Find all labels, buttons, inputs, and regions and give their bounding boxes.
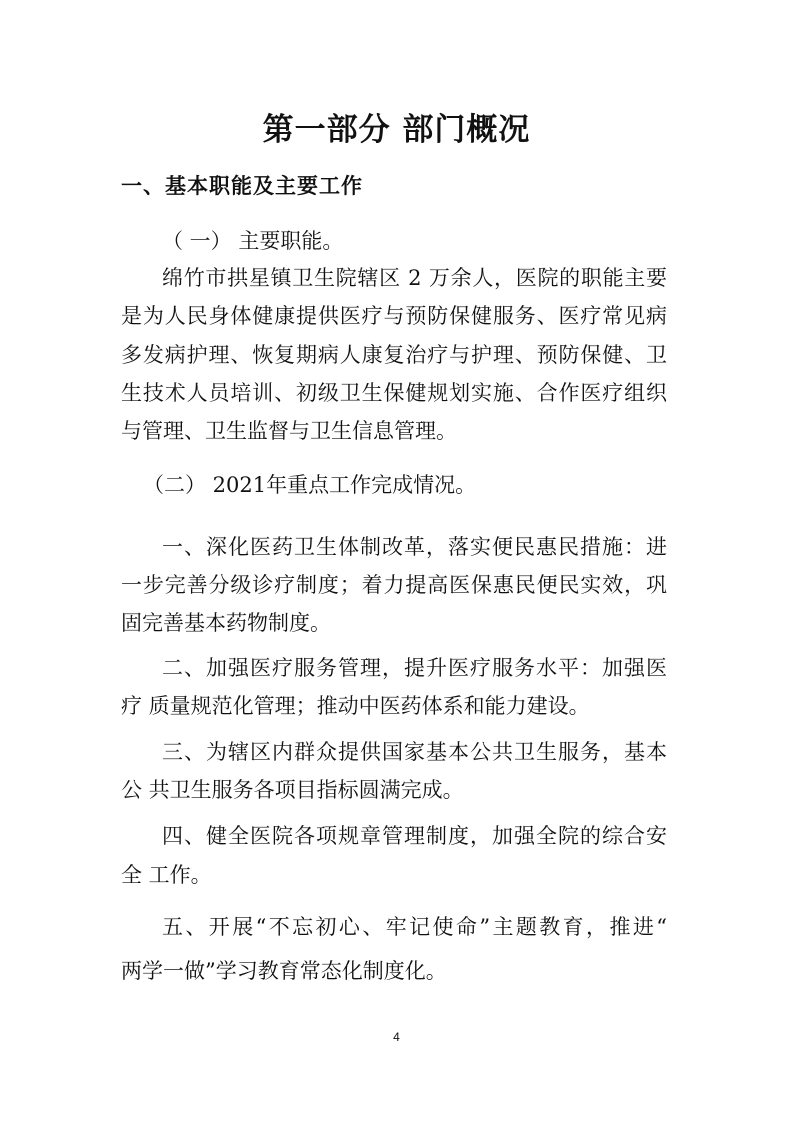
paragraph-line: 与管理、卫生监督与卫生信息管理。 (121, 419, 457, 443)
paragraph-line: 多发病护理、恢复期病人康复治疗与护理、预防保健、卫 (121, 343, 667, 367)
work-item-4-line: 四、健全医院各项规章管理制度，加强全院的综合安 (162, 824, 667, 848)
work-item-1-line: 一、深化医药卫生体制改革，落实便民惠民措施：进 (162, 535, 667, 559)
section-heading: 一、基本职能及主要工作 (121, 174, 363, 198)
subheading-main-functions: （ 一） 主要职能。 (162, 229, 344, 253)
work-item-1-line: 一步完善分级诊疗制度；着力提高医保惠民便民实效，巩 (121, 573, 667, 597)
work-item-5-line: 两学一做”学习教育常态化制度化。 (121, 959, 447, 983)
work-item-4-line: 全 工作。 (121, 863, 212, 887)
subheading-2021-work: （二） 2021年重点工作完成情况。 (143, 473, 477, 497)
paragraph-line: 生技术人员培训、初级卫生保健规划实施、合作医疗组织 (121, 381, 667, 405)
work-item-5-line: 五、开展“不忘初心、牢记使命”主题教育，推进“ (162, 915, 667, 939)
paragraph-line: 绵竹市拱星镇卫生院辖区 2 万余人，医院的职能主要 (162, 266, 667, 290)
work-item-2-line: 二、加强医疗服务管理，提升医疗服务水平：加强医 (162, 656, 667, 680)
page-title: 第一部分 部门概况 (262, 112, 531, 148)
page-number: 4 (393, 1030, 400, 1044)
work-item-1-line: 固完善基本药物制度。 (121, 611, 331, 635)
work-item-3-line: 公 共卫生服务各项目指标圆满完成。 (121, 778, 464, 802)
work-item-2-line: 疗 质量规范化管理；推动中医药体系和能力建设。 (121, 694, 590, 718)
work-item-3-line: 三、为辖区内群众提供国家基本公共卫生服务，基本 (162, 740, 667, 764)
paragraph-line: 是为人民身体健康提供医疗与预防保健服务、医疗常见病 (121, 304, 667, 328)
